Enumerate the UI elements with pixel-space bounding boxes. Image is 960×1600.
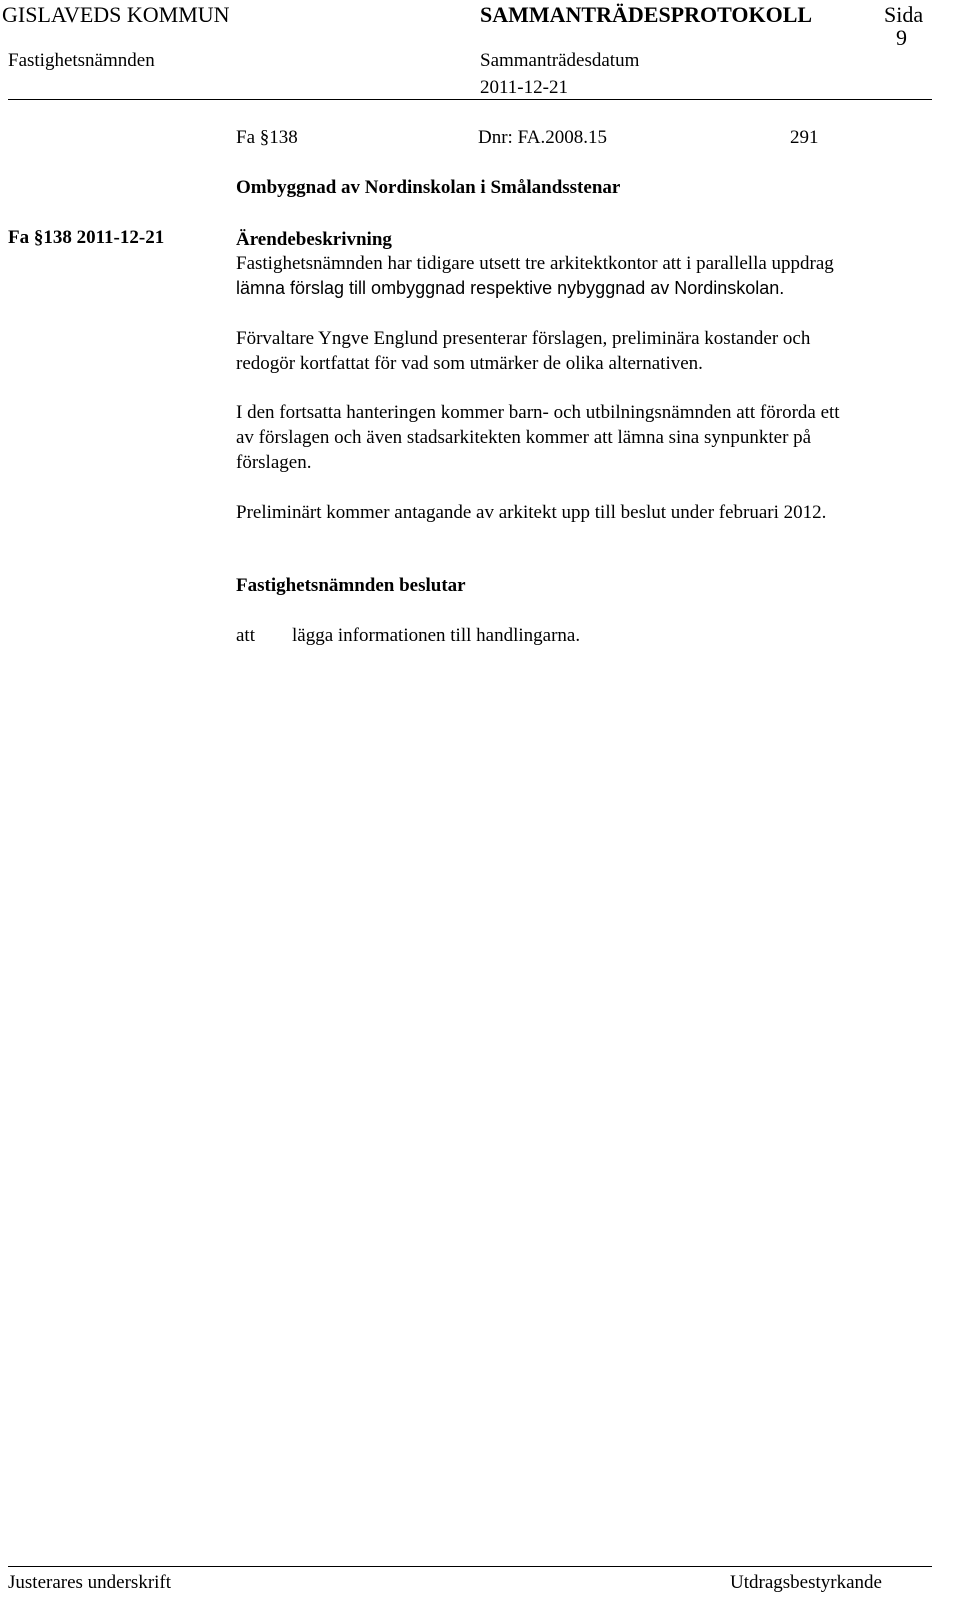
- meeting-date: 2011-12-21: [480, 77, 568, 98]
- decision-heading: Fastighetsnämnden beslutar: [236, 575, 466, 596]
- paragraph-2-line-2: redogör kortfattat för vad som utmärker de olika alternativen.: [236, 353, 703, 374]
- matter-title: Ombyggnad av Nordinskolan i Smålandsstenar: [236, 177, 621, 198]
- footer-divider: [8, 1566, 932, 1567]
- paragraph-2: [236, 326, 936, 376]
- paragraph-3-line-1: I den fortsatta hanteringen kommer barn- och utbilningsnämnden att förorda ett: [236, 402, 840, 423]
- paragraph-4: Preliminärt kommer antagande av arkitekt upp till beslut under februari 2012.: [236, 502, 827, 523]
- extract-certification-label: Utdragsbestyrkande: [730, 1572, 882, 1593]
- paragraph-2-line-1: Förvaltare Yngve Englund presenterar förslagen, preliminära kostander och: [236, 328, 811, 349]
- paragraph-1-line-1: Fastighetsnämnden har tidigare utsett tre arkitektkontor att i parallella uppdrag: [236, 253, 834, 274]
- paragraph-1-line-2: lämna förslag till ombyggnad respektive nybyggnad av Nordinskolan.: [236, 278, 785, 298]
- meeting-date-label: Sammanträdesdatum: [480, 50, 640, 71]
- paragraph-3-line-3: förslagen.: [236, 452, 312, 473]
- case-number: Dnr: FA.2008.15: [478, 127, 607, 148]
- section-heading: Ärendebeskrivning: [236, 229, 392, 250]
- paragraph-3-line-2: av förslagen och även stadsarkitekten kommer att lämna sina synpunkter på: [236, 427, 812, 448]
- page-number: 9: [896, 25, 907, 50]
- side-reference: Fa §138 2011-12-21: [8, 227, 165, 248]
- paragraph-3: [236, 400, 936, 475]
- decision-text: lägga informationen till handlingarna.: [292, 625, 581, 646]
- paragraph-1: [236, 251, 936, 301]
- organization-name: GISLAVEDS KOMMUN: [2, 2, 230, 27]
- archive-number: 291: [790, 127, 819, 148]
- paragraph-reference: Fa §138: [236, 127, 298, 148]
- decision-att: att: [236, 625, 255, 646]
- adjuster-signature-label: Justerares underskrift: [8, 1572, 172, 1593]
- header-divider: [8, 99, 932, 100]
- page-label: Sida: [884, 2, 924, 27]
- document-title: SAMMANTRÄDESPROTOKOLL: [480, 2, 813, 27]
- department-name: Fastighetsnämnden: [8, 50, 155, 71]
